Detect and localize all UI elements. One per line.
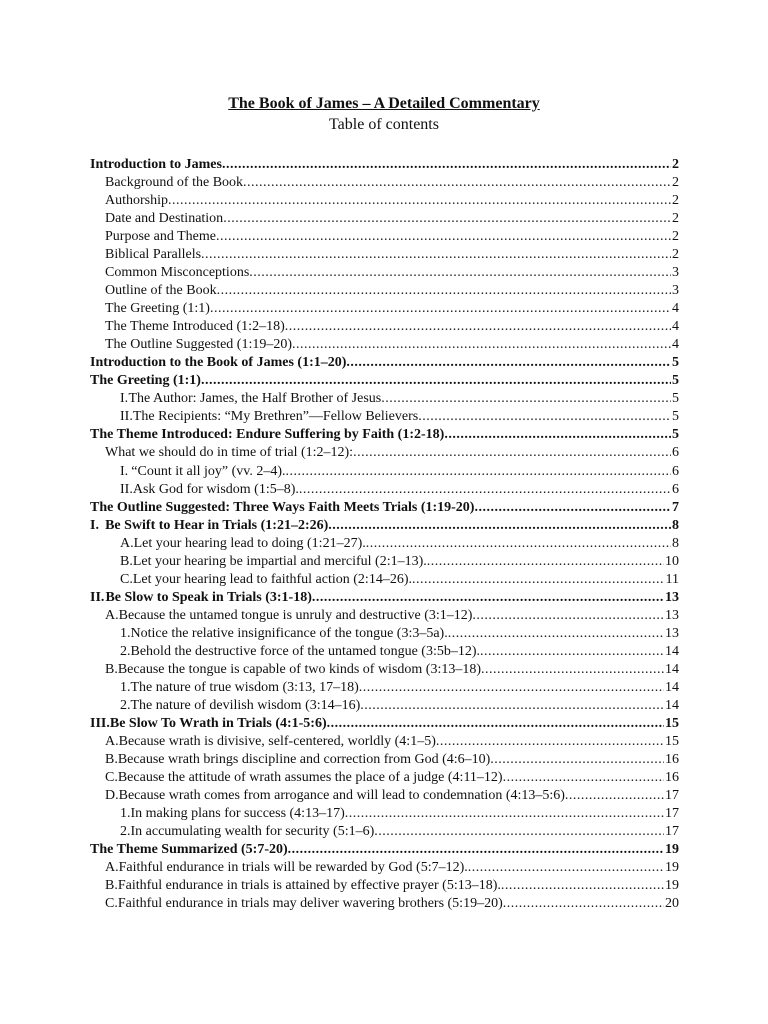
dot-leader <box>418 408 671 426</box>
toc-entry-title: The Recipients: “My Brethren”—Fellow Believers <box>132 409 419 425</box>
toc-entry[interactable] <box>90 841 679 859</box>
dot-leader <box>168 192 671 210</box>
toc-entry[interactable] <box>105 787 679 805</box>
toc-entry-number: 2. <box>120 643 131 659</box>
toc-entry-page-number: 16 <box>665 770 679 786</box>
toc-entry-title: Notice the relative insignificance of the tongue (3:3–5a). <box>130 625 448 641</box>
toc-entry[interactable] <box>120 390 679 408</box>
dot-leader <box>468 859 664 877</box>
dot-leader <box>243 174 671 192</box>
toc-entry-title: Faithful endurance in trials may deliver wavering brothers (5:19–20) <box>117 896 503 912</box>
toc-entry-title: The Theme Introduced: Endure Suffering by Faith (1:2-18) <box>90 427 445 443</box>
toc-entry[interactable] <box>90 517 679 535</box>
toc-entry-page-number: 6 <box>672 463 679 479</box>
toc-entry[interactable] <box>120 571 679 589</box>
toc-entry-number: A. <box>105 733 119 749</box>
toc-entry-number: II. <box>120 409 133 425</box>
toc-entry-title: Because the attitude of wrath assumes the place of a judge (4:11–12) <box>117 770 503 786</box>
toc-entry-number: II. <box>120 481 133 497</box>
toc-entry-page-number: 17 <box>665 806 679 822</box>
toc-entry-title: Common Misconceptions <box>105 265 250 281</box>
toc-entry-page-number: 5 <box>672 373 679 389</box>
toc-entry[interactable] <box>105 444 679 462</box>
dot-leader <box>436 733 664 751</box>
toc-entry[interactable] <box>105 733 679 751</box>
toc-entry-page-number: 14 <box>665 679 679 695</box>
toc-entry-page-number: 2 <box>672 247 679 263</box>
toc-entry[interactable] <box>120 823 679 841</box>
dot-leader <box>328 517 671 535</box>
toc-entry-number: 1. <box>120 625 131 641</box>
toc-entry[interactable] <box>105 264 679 282</box>
toc-entry-page-number: 2 <box>672 193 679 209</box>
dot-leader <box>366 535 671 553</box>
toc-entry-page-number: 13 <box>665 589 679 605</box>
toc-entry[interactable] <box>105 751 679 769</box>
dot-leader <box>427 553 664 571</box>
dot-leader <box>201 372 671 390</box>
toc-entry[interactable] <box>105 895 679 913</box>
toc-entry-page-number: 2 <box>672 211 679 227</box>
toc-entry[interactable] <box>90 156 679 174</box>
toc-entry-page-number: 15 <box>665 715 679 731</box>
dot-leader <box>288 841 664 859</box>
toc-entry-number: II. <box>90 589 105 605</box>
dot-leader <box>222 156 671 174</box>
page-title: The Book of James – A Detailed Commentary <box>228 95 540 112</box>
toc-entry-page-number: 14 <box>665 697 679 713</box>
toc-entry-page-number: 7 <box>672 499 679 515</box>
dot-leader <box>327 715 664 733</box>
toc-entry[interactable] <box>105 228 679 246</box>
toc-entry-number: III. <box>90 715 110 731</box>
toc-entry[interactable] <box>120 805 679 823</box>
toc-entry-title: Faithful endurance in trials will be rewarded by God (5:7–12). <box>118 860 468 876</box>
dot-leader <box>345 805 664 823</box>
toc-entry-title: Behold the destructive force of the untamed tongue (3:5b–12). <box>130 643 481 659</box>
toc-entry-title: Because wrath comes from arrogance and will lead to condemnation (4:13–5:6) <box>118 788 565 804</box>
toc-entry-title: The Author: James, the Half Brother of Jesus <box>128 391 382 407</box>
dot-leader <box>299 481 671 499</box>
toc-entry-title: Date and Destination <box>105 211 224 227</box>
toc-entry-number: B. <box>105 878 118 894</box>
toc-entry[interactable] <box>120 463 679 481</box>
toc-entry-page-number: 19 <box>665 860 679 876</box>
dot-leader <box>374 823 664 841</box>
toc-entry-page-number: 14 <box>665 643 679 659</box>
dot-leader <box>503 895 664 913</box>
toc-entry-page-number: 17 <box>665 824 679 840</box>
dot-leader <box>480 643 664 661</box>
toc-entry-number: I. <box>90 517 99 533</box>
toc-entry-title: In accumulating wealth for security (5:1–6) <box>130 824 375 840</box>
dot-leader <box>444 426 671 444</box>
toc-entry-page-number: 5 <box>672 427 679 443</box>
toc-entry[interactable] <box>105 174 679 192</box>
toc-entry-page-number: 20 <box>665 896 679 912</box>
toc-entry-page-number: 13 <box>665 625 679 641</box>
toc-entry-title: Because the untamed tongue is unruly and destructive (3:1–12) <box>118 607 473 623</box>
toc-entry-title: The Greeting (1:1) <box>105 301 210 317</box>
toc-entry[interactable] <box>105 300 679 318</box>
dot-leader <box>286 463 671 481</box>
toc-entry-title: Faithful endurance in trials is attained by effective prayer (5:13–18). <box>117 878 501 894</box>
toc-entry-number: C. <box>105 896 118 912</box>
toc-entry-title: Biblical Parallels <box>105 247 202 263</box>
dot-leader <box>360 697 664 715</box>
toc-entry-page-number: 4 <box>672 337 679 353</box>
toc-entry[interactable] <box>90 372 679 390</box>
page-subtitle: Table of contents <box>329 116 439 133</box>
toc-entry-number: A. <box>105 607 119 623</box>
toc-entry-number: 1. <box>120 679 131 695</box>
toc-entry[interactable] <box>105 336 679 354</box>
toc-entry-page-number: 5 <box>672 355 679 371</box>
toc-entry-number: 2. <box>120 824 131 840</box>
toc-entry-title: Introduction to James <box>90 157 222 172</box>
toc-entry[interactable] <box>105 282 679 300</box>
toc-entry-page-number: 19 <box>665 878 679 894</box>
toc-entry-title: Because the tongue is capable of two kinds of wisdom (3:13–18) <box>117 661 481 677</box>
toc-entry-title: Let your hearing lead to faithful action (2:14–26). <box>132 571 412 587</box>
dot-leader <box>481 661 664 679</box>
toc-entry[interactable] <box>120 535 679 553</box>
toc-entry-page-number: 10 <box>665 553 679 569</box>
dot-leader <box>448 625 664 643</box>
toc-entry[interactable] <box>105 192 679 210</box>
toc-entry-title: What we should do in time of trial (1:2–12): <box>105 445 354 461</box>
toc-entry-number: I. <box>120 391 129 407</box>
toc-entry-title: Because wrath brings discipline and correction from God (4:6–10) <box>117 751 491 767</box>
toc-entry-title: The nature of true wisdom (3:13, 17–18) <box>130 679 359 695</box>
dot-leader <box>353 444 671 462</box>
toc-entry[interactable] <box>105 246 679 264</box>
dot-leader <box>346 354 671 372</box>
toc-entry-title: The Greeting (1:1) <box>90 373 201 389</box>
dot-leader <box>472 607 664 625</box>
toc-entry[interactable] <box>105 661 679 679</box>
toc-entry[interactable] <box>120 408 679 426</box>
toc-entry-title: Ask God for wisdom (1:5–8). <box>132 481 299 497</box>
dot-leader <box>381 390 671 408</box>
toc-entry-title: The Outline Suggested: Three Ways Faith Meets Trials (1:19-20) <box>90 499 475 515</box>
toc-entry-title: The Outline Suggested (1:19–20) <box>105 337 293 353</box>
toc-entry-page-number: 3 <box>672 265 679 281</box>
toc-entry-title: Purpose and Theme <box>105 229 216 245</box>
toc-entry-page-number: 2 <box>672 229 679 245</box>
dot-leader <box>474 499 671 517</box>
toc-entry-title: The nature of devilish wisdom (3:14–16) <box>130 697 361 713</box>
toc-entry-number: 2. <box>120 697 131 713</box>
toc-entry-number: I. <box>120 463 129 479</box>
dot-leader <box>285 318 671 336</box>
toc-entry[interactable] <box>90 426 679 444</box>
toc-entry-title: Background of the Book <box>105 175 244 191</box>
dot-leader <box>501 877 664 895</box>
dot-leader <box>223 210 671 228</box>
toc-entry-title: In making plans for success (4:13–17) <box>130 806 345 822</box>
toc-entry[interactable] <box>90 499 679 517</box>
toc-entry[interactable] <box>120 625 679 643</box>
toc-entry[interactable] <box>105 877 679 895</box>
dot-leader <box>412 571 665 589</box>
dot-leader <box>565 787 664 805</box>
toc-entry[interactable] <box>120 553 679 571</box>
toc-entry[interactable] <box>105 769 679 787</box>
dot-leader <box>490 751 664 769</box>
toc-entry-page-number: 11 <box>665 571 679 587</box>
toc-entry-page-number: 2 <box>672 157 679 172</box>
toc-entry[interactable] <box>90 715 679 733</box>
toc-entry-page-number: 19 <box>665 842 679 858</box>
toc-entry-number: A. <box>105 860 119 876</box>
toc-entry[interactable] <box>90 354 679 372</box>
toc-entry-number: 1. <box>120 806 131 822</box>
toc-entry-number: C. <box>120 571 133 587</box>
toc-entry-page-number: 15 <box>665 733 679 749</box>
toc-entry-number: C. <box>105 770 118 786</box>
toc-entry[interactable] <box>120 679 679 697</box>
toc-entry-page-number: 8 <box>672 535 679 551</box>
toc-entry-page-number: 2 <box>672 175 679 191</box>
dot-leader <box>216 228 671 246</box>
toc-entry-page-number: 6 <box>672 481 679 497</box>
dot-leader <box>210 300 671 318</box>
toc-entry-title: “Count it all joy” (vv. 2–4). <box>131 463 286 479</box>
toc-entry-title: The Theme Introduced (1:2–18) <box>105 319 285 335</box>
toc-entry-number: B. <box>105 751 118 767</box>
dot-leader <box>292 336 671 354</box>
toc-entry-page-number: 13 <box>665 607 679 623</box>
toc-entry[interactable] <box>120 481 679 499</box>
toc-entry[interactable] <box>105 607 679 625</box>
toc-entry-title: Be Slow To Wrath in Trials (4:1-5:6) <box>109 715 327 731</box>
toc-entry-title: Let your hearing be impartial and merciful (2:1–13). <box>132 553 427 569</box>
toc-entry-number: D. <box>105 788 119 804</box>
toc-entry-number: B. <box>105 661 118 677</box>
toc-entry[interactable] <box>120 697 679 715</box>
toc-entry-page-number: 4 <box>672 319 679 335</box>
toc-entry-title: Outline of the Book <box>105 283 217 299</box>
toc-entry-title: Let your hearing lead to doing (1:21–27). <box>133 535 366 551</box>
toc-entry-title: Be Swift to Hear in Trials (1:21–2:26) <box>105 517 329 533</box>
dot-leader <box>201 246 671 264</box>
toc-entry[interactable] <box>120 643 679 661</box>
toc-entry-title: Because wrath is divisive, self-centered, worldly (4:1–5) <box>118 733 436 749</box>
toc-entry-page-number: 16 <box>665 751 679 767</box>
toc-entry-title: The Theme Summarized (5:7-20) <box>90 842 288 858</box>
dot-leader <box>359 679 664 697</box>
toc-entry-page-number: 3 <box>672 283 679 299</box>
dot-leader <box>217 282 671 300</box>
toc-entry-title: Authorship <box>105 193 168 209</box>
toc-entry-page-number: 8 <box>672 517 679 533</box>
toc-entry-page-number: 14 <box>665 661 679 677</box>
toc-entry-title: Be Slow to Speak in Trials (3:1-18) <box>105 589 312 605</box>
toc-entry[interactable] <box>105 210 679 228</box>
toc-entry-page-number: 5 <box>672 409 679 425</box>
toc-entry[interactable] <box>90 589 679 607</box>
dot-leader <box>249 264 671 282</box>
dot-leader <box>312 589 664 607</box>
toc-entry[interactable] <box>105 318 679 336</box>
toc-entry-number: B. <box>120 553 133 569</box>
toc-entry-page-number: 17 <box>665 788 679 804</box>
toc-entry-title: Introduction to the Book of James (1:1–20) <box>90 355 347 371</box>
toc-entry-page-number: 5 <box>672 391 679 407</box>
toc-entry[interactable] <box>105 859 679 877</box>
toc-entry-page-number: 6 <box>672 445 679 461</box>
dot-leader <box>503 769 664 787</box>
toc-entry-number: A. <box>120 535 134 551</box>
toc-entry-page-number: 4 <box>672 301 679 317</box>
